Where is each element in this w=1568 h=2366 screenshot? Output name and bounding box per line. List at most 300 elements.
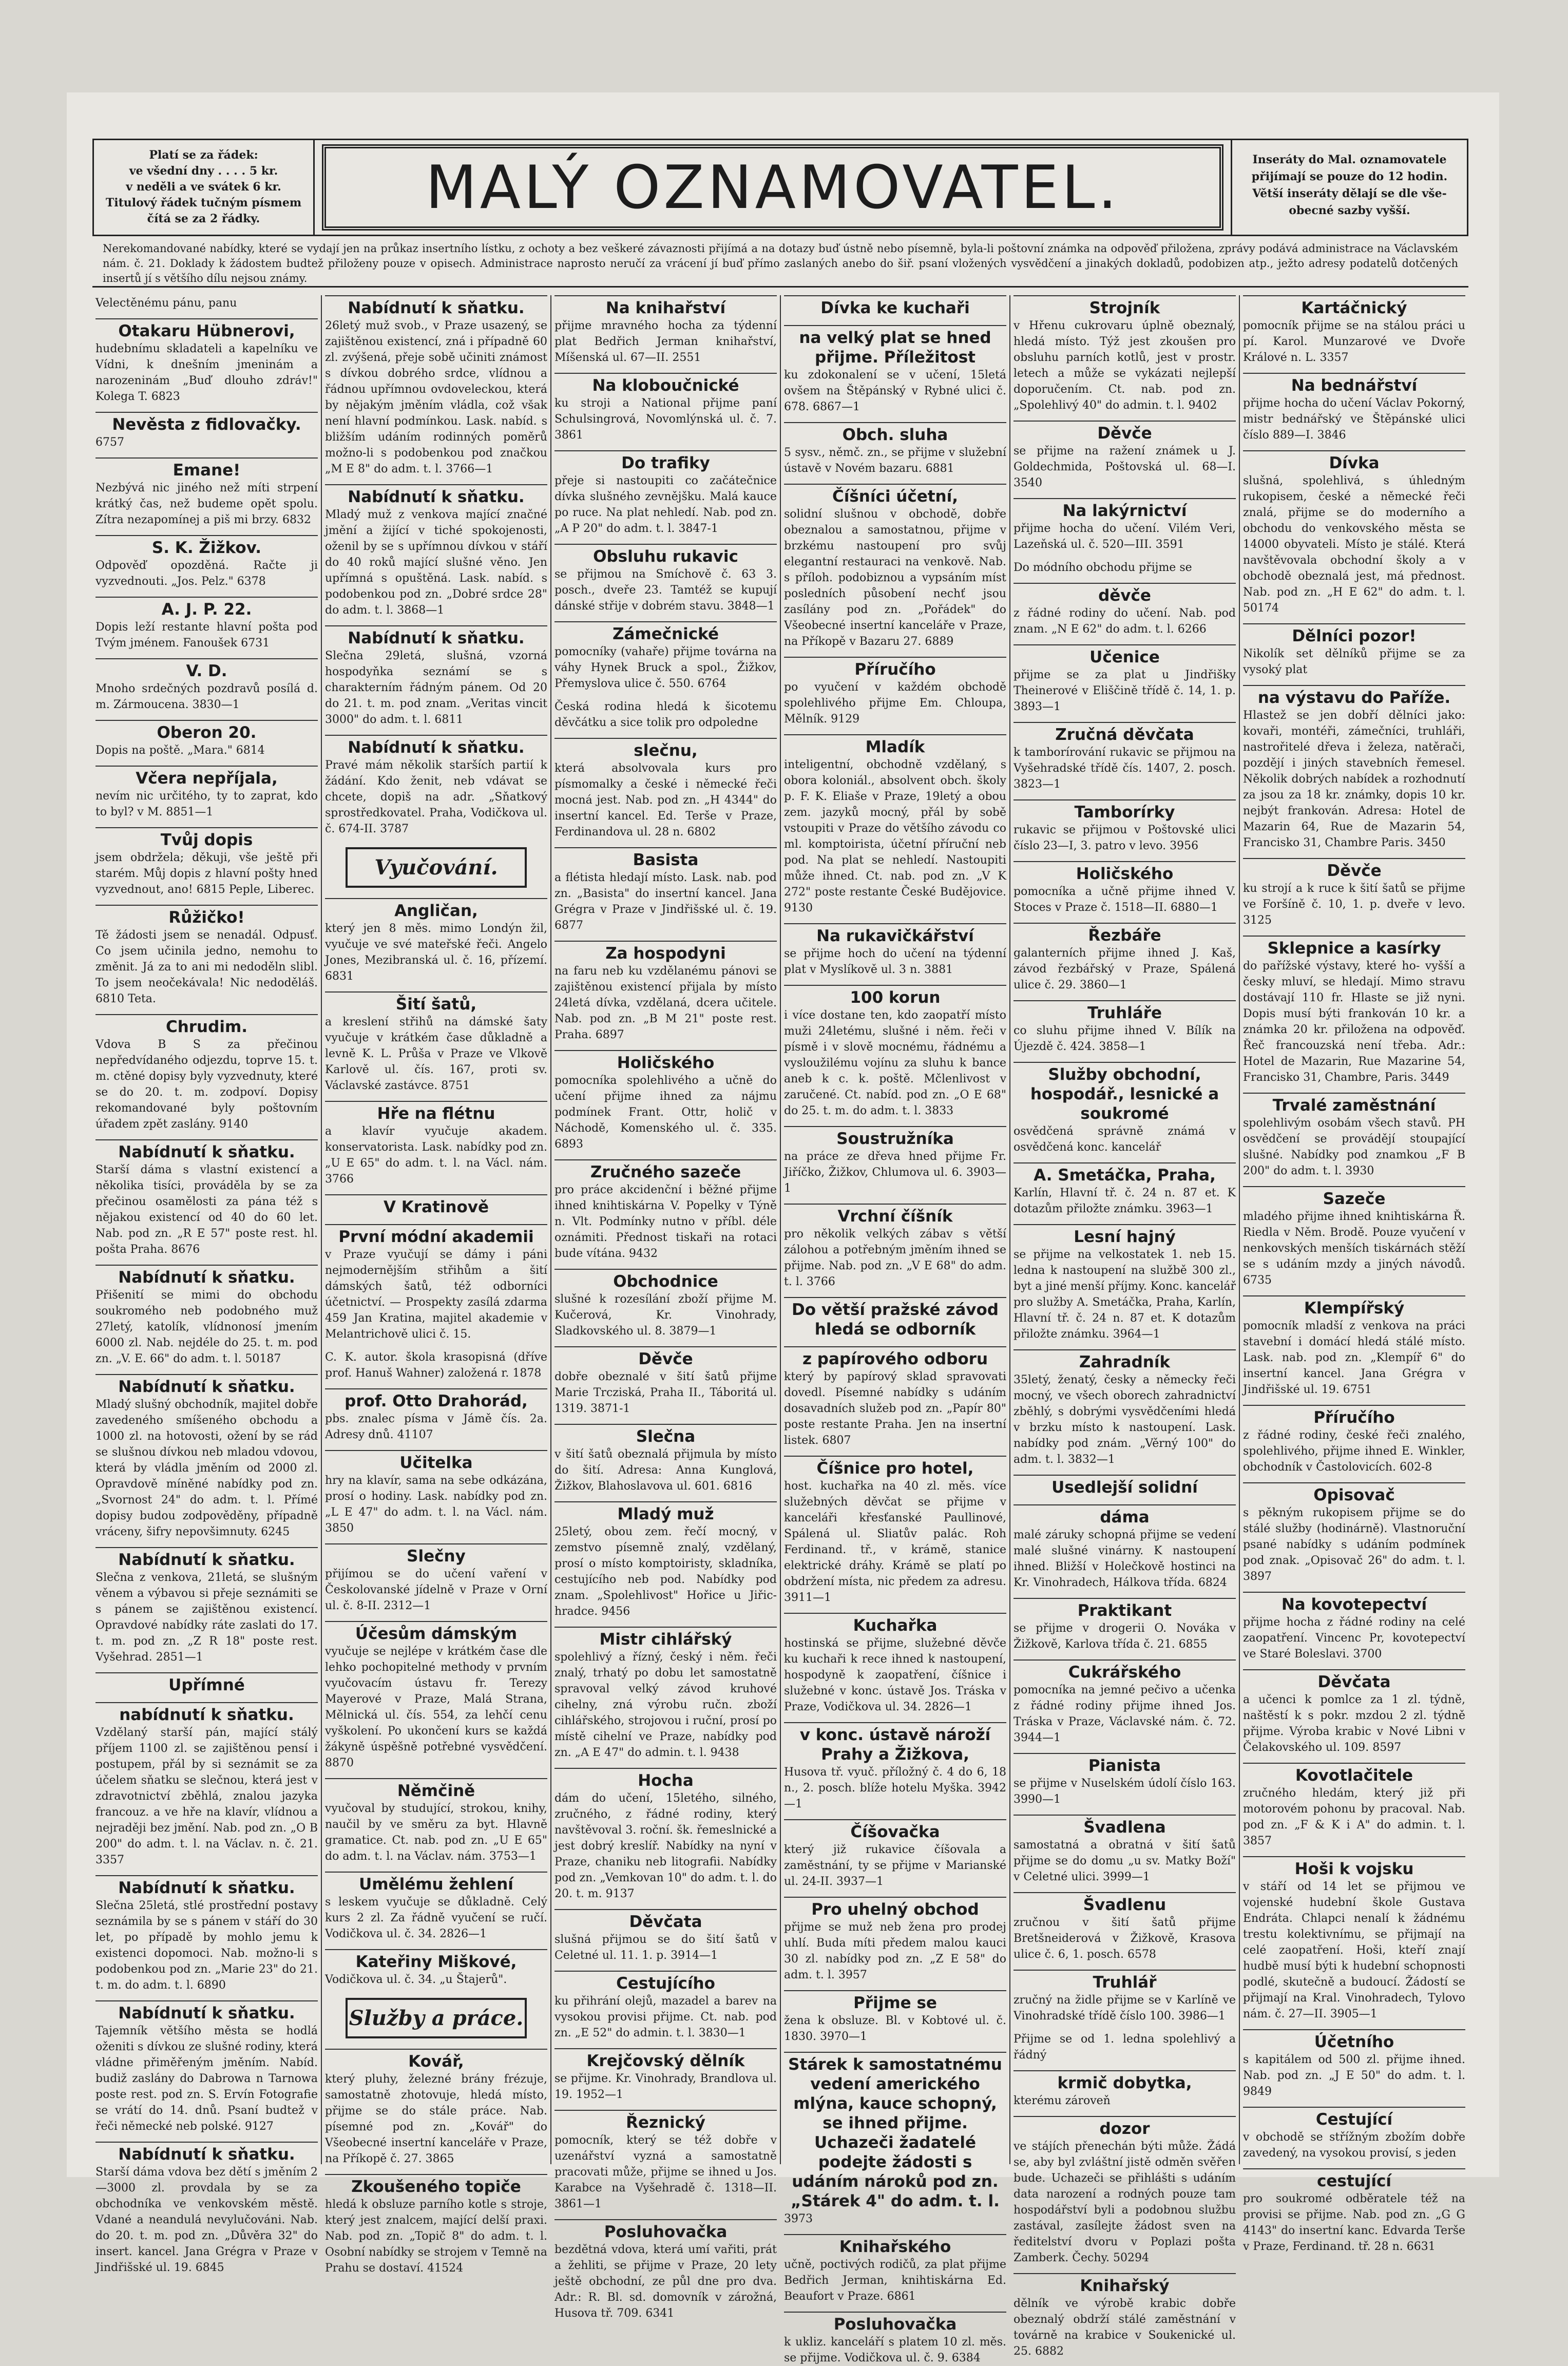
ad-heading: Učitelka [325, 1450, 547, 1473]
ad-body: Odpověď opozděná. Račte ji vyzvednouti. „Jos. Pelz." 6378 [95, 559, 318, 588]
classified-ad [325, 295, 547, 477]
ad-body: spolehlivým osobám všech stavů. PH osvědčení se provádějí stoupající slušné. Nabídky pod znamkou „F B 200" do adm. t. l. 3930 [1243, 1117, 1465, 1177]
classified-ad [325, 1388, 547, 1443]
classified-ad [1243, 685, 1465, 851]
ad-heading: Zkoušeného topiče [325, 2174, 547, 2197]
ad-heading: Dělníci pozor! [1243, 623, 1465, 646]
classified-ad [1243, 1405, 1465, 1475]
classified-ad [95, 827, 318, 898]
classified-ad [95, 1014, 318, 1132]
ad-heading: Děvče [554, 1346, 777, 1369]
ad-heading: Příručího [1243, 1405, 1465, 1427]
ad-body: přijme se za plat u Jindřišky Theinerové v Eliščině třídě č. 14, 1. p. 3893—1 [1014, 669, 1236, 713]
classified-ad [1014, 1504, 1236, 1591]
column-1 [92, 295, 321, 2274]
ad-heading: Lesní hajný [1014, 1224, 1236, 1247]
ad-body: pro soukromé odběratele též na provisi se přijme. Nab. pod zn. „G G 4143" do insertní kanc. Edvarda Terše v Praze, Ferdinand. tř. 28 n. 6631 [1243, 2192, 1465, 2253]
ad-heading: Kartáčnický [1243, 295, 1465, 318]
classified-ad [95, 1702, 318, 1868]
classified-ad [95, 658, 318, 713]
page-title: MALÝ OZNAMOVATEL. [425, 152, 1120, 222]
ad-body: se přijme na ražení známek u J. Goldechmida, Poštovská ul. 68—I. 3540 [1014, 445, 1236, 489]
ad-body: dám do učení, 15letého, silného, zručného, z řádné rodiny, který navštěvoval 3. roční. šk. řemeslnické a jest dobrý kreslíř. Nabídky na nyní v Praze, chaniku neb litografii. Nabídky pod zn. „Vemkovan 10" do adm. t. l. do 20. t. m. 9137 [554, 1792, 777, 1900]
ad-body: nevím nic určitého, ty to zaprat, kdo to byl? v M. 8851—1 [95, 790, 318, 818]
classified-ad [325, 991, 547, 1094]
ad-body: Přišenití se mimi do obchodu soukromého neb podobného muž 27letý, katolík, vlídnonosí jmením 6000 zl. Nab. nejdéle do 25. t. m. pod zn. „V. E. 66" do adm. t. l. 50187 [95, 1289, 318, 1365]
ad-heading: Učenice [1014, 644, 1236, 667]
classified-ad [784, 2052, 1006, 2227]
classified-ad [1243, 1669, 1465, 1756]
ad-heading: Obsluhu rukavic [554, 544, 777, 566]
ad-body: mladého přijme ihned knihtiskárna Ř. Riedla v Něm. Brodě. Pouze vyučení v nenkovských menších tiskárnách stěží se s udáním mzdy a jiných návodů. 6735 [1243, 1210, 1465, 1287]
ad-body: v šití šatů obeznalá přijmula by místo do šití. Adresa: Anna Kunglová, Žižkov, Blahoslavova ul. 601. 6816 [554, 1448, 777, 1493]
ad-body: Vzdělaný starší pán, mající stálý příjem 1100 zl. se zajištěnou pensí i postupem, přál by si seznámit se za účelem sňatku se slečnou, která jest v zdravotnictví zběhlá, znalou jazyka francouz. a ve hře na klavír, vlídnou a nejraději bez jmění. Nab. pod zn. „O B 200" do adm. t. l. na Václav. n. č. 21. 3357 [95, 1726, 318, 1866]
classified-ad [325, 625, 547, 728]
ad-body: Starší dáma vdova bez dětí s jměním 2—3000 zl. provdala by se za obchodníka ve venkovském městě. Vdané a neandulá nevylučováni. Nab. do 20. t. m. pod zn. „Důvěra 32" do insert. kancel. Jana Grégra v Praze v Jindřišské ul. 19. 6845 [95, 2166, 318, 2274]
classified-ad [1243, 2168, 1465, 2255]
classified-ad [784, 1897, 1006, 1983]
classified-ad [784, 325, 1006, 415]
ad-heading: Basista [554, 847, 777, 870]
ad-body: pomocník mladší z venkova na práci stavební i domácí hledá stálé místo. Lask. nab. pod zn. „Klempíř 6" do insertní kancel. Jana Grégra v Jindřišské ul. 19. 6751 [1243, 1320, 1465, 1396]
ad-body: osvědčená správně známá v osvědčená konc. kancelář [1014, 1125, 1236, 1154]
ad-body: vyučoval by studující, strokou, knihy, naučil by ve směru za byt. Hlavně gramatice. Ct. nab. pod zn. „U E 65" do adm. t. l. na Václav. nám. 3753—1 [325, 1802, 547, 1863]
ad-body: a učenci k pomlce za 1 zl. týdně, naštěstí k s pokr. mzdou 2 zl. týdně přijme. Výroba krabic v Nové Libni v Čelakovského ul. 109. 8597 [1243, 1693, 1465, 1754]
ad-heading: nabídnutí k sňatku. [95, 1702, 318, 1725]
ad-heading: Do větší pražské závod hledá se odborník [784, 1297, 1006, 1339]
classified-ad [554, 373, 777, 443]
ad-body: co sluhu přijme ihned V. Bílík na Újezdě č. 424. 3858—1 [1014, 1024, 1236, 1053]
ad-heading: Služby obchodní, hospodář., lesnické a soukromé [1014, 1062, 1236, 1123]
classified-ad [784, 985, 1006, 1119]
ad-body: se přijme na velkostatek 1. neb 15. ledna k nastoupení na službě 300 zl., byt a jiné menší příjmy. Konc. kancelář pro služby A. Smetáčka, Praha, Karlín, Hlavní tř. č. 24 n. 87 et. K dotazům přiložte známku. 3964—1 [1014, 1248, 1236, 1341]
classified-ad [1014, 2070, 1236, 2109]
ad-body: pomocníky (vahaře) přijme továrna na váhy Hynek Bruck a spol., Žižkov, Přemyslova ulice č. 550. 6764 [554, 645, 777, 690]
ad-body: hledá k obsluze parního kotle s stroje, který jest znalcem, mající delší praxi. Nab. pod zn. „Topič 8" do adm. t. l. Osobní nabídky se strojem v Temně na Prahu se dostaví. 41524 [325, 2198, 547, 2275]
ad-heading: V. D. [95, 658, 318, 681]
ad-body: 3973 [784, 2212, 813, 2225]
classified-ad [95, 295, 318, 311]
ad-heading: Umělému žehlení [325, 1872, 547, 1894]
ad-body: samostatná a obratná v šití šatů přijme se do domu „u sv. Matky Boží" v Celetné ulici. 3999—1 [1014, 1839, 1236, 1883]
ad-heading: Na bednářství [1243, 373, 1465, 395]
ad-body: Velectěnému pánu, panu [95, 297, 237, 310]
ad-body: Hlastež se jen dobří dělníci jako: kovaři, montéři, zámečníci, truhláři, nastrořitelé dřeva i železa, natěrači, pozdějí i jiných stavebních řemesel. Několik dobrých nabídek a rozhodnutí za jsou za 18 kr. známky, dopis 10 kr. nejbýt frankován. Adresa: Hotel de Mazarin 64, Rue de Mazarin 54, Francisko 31, Chambre Paris. 3450 [1243, 709, 1465, 849]
ad-body: s kapitálem od 500 zl. přijme ihned. Nab. pod zn. „J E 50" do adm. t. l. 9849 [1243, 2053, 1465, 2098]
ad-body: Přijme se od 1. ledna spolehlivý a řádný [1014, 2033, 1236, 2062]
classified-ad [1243, 2107, 1465, 2161]
classified-ad [95, 1672, 318, 1695]
ad-body: pbs. znalec písma v Jámě čís. 2a. Adresy dnů. 41107 [325, 1413, 547, 1441]
ad-body: Starší dáma s vlastní existencí a několika tisíci, prováděla by se za přečinou osamělosti za pána též s nějakou existencí od 40 do 60 let. Nab. pod zn. „R E 57" poste rest. hl. pošta Praha. 8676 [95, 1163, 318, 1256]
ad-heading: Nabídnutí k sňatku. [95, 1139, 318, 1162]
classified-ad [784, 657, 1006, 727]
classified-ad [1014, 1598, 1236, 1652]
ad-heading: Na kovotepectví [1243, 1592, 1465, 1614]
ad-body: solidní slušnou v obchodě, dobře obeznalou a samostatnou, přijme v brzkému nastoupení pro svůj elegantní restauraci na venkově. Nab. s příloh. podobiznou a vypsáním míst posledních působení nechť jsou zasílány pod zn. „Pořádek" do Všeobecné insertní kanceláře v Praze, na Příkopě v Bazaru 27. 6889 [784, 508, 1006, 648]
ad-body: slušná, spolehlivá, s úhledným rukopisem, české a německé řeči znalá, přijme se do moderního a obchodu do venkovského města se 14000 obyvateli. Místo je stálé. Která navštěvovala obchodní školy a v obchodě obeznalá jest, má přednost. Nab. pod zn. „H E 62" do adm. t. l. 50174 [1243, 474, 1465, 615]
ad-body: inteligentní, obchodně vzdělaný, s obora koloniál., absolvent obch. školy p. F. K. Eliaše v Praze, 19letý a obou zem. jazyků mocný, přál by sobě vstoupiti v Praze do většího závodu co ml. komptoirista, účetní příruční neb pod. Na plat se nehledí. Nastoupiti může ihned. Ct. nab. pod zn. „V K 272" poste restante České Budějovice. 9130 [784, 758, 1006, 914]
ad-body: a kreslení střihů na dámské šaty vyučuje v krátkém čase důkladně a levně K. L. Průša v Praze ve Vlkově Karlově ul. čís. 167, proti sv. Václavské zastávce. 8751 [325, 1016, 547, 1092]
ad-heading: Švadlena [1014, 1815, 1236, 1837]
ad-heading: Nabídnutí k sňatku. [95, 2142, 318, 2164]
classified-ad [95, 905, 318, 1007]
ad-body: ku strojí a k ruce k šití šatů se přijme ve Foršíně č. 10, 1. p. dveře v levo. 3125 [1243, 882, 1465, 927]
ad-heading: A. Smetáčka, Praha, [1014, 1162, 1236, 1185]
ad-body: žena k obsluze. Bl. v Kobtové ul. č. 1830. 3970—1 [784, 2014, 1006, 2043]
ad-heading: Pro uhelný obchod [784, 1897, 1006, 1919]
classified-ad [325, 1101, 547, 1187]
deadline-line: přijímají se pouze do 12 hodin. [1251, 170, 1448, 183]
ad-heading: Na lakýrnictví [1014, 498, 1236, 521]
classified-ad [1014, 1753, 1236, 1807]
classified-ad [554, 1269, 777, 1339]
ad-body: Mladý muž z venkova mající značné jmění a žijící v tiché spokojenosti, oženil by se s upřímnou dívkou v stáří do 40 roků mající slušné věno. Jen upřímná s opuštěná. Lask. nabíd. s podobenkou pod zn. „Dobré srdce 28" do adm. t. l. 3868—1 [325, 508, 547, 617]
classified-ad [1014, 1000, 1236, 1055]
classified-ad [325, 1224, 547, 1342]
ad-heading: Na kloboučnické [554, 373, 777, 395]
classified-ad [554, 2110, 777, 2212]
classified-ad [1014, 1349, 1236, 1467]
classified-ad [1243, 858, 1465, 928]
classified-ad [1014, 1224, 1236, 1342]
classified-ad [1014, 861, 1236, 915]
ad-body: malé záruky schopná přijme se vedení malé slušné vinárny. K nastoupení ihned. Bližší v Holečkově hostinci na Kr. Vinohradech, Hálkova třída. 6824 [1014, 1529, 1236, 1589]
ad-heading: Mladík [784, 734, 1006, 757]
ad-heading: Číšníci účetní, [784, 484, 1006, 506]
classified-ad [554, 1346, 777, 1417]
ad-body: 35letý, ženatý, česky a německy řeči mocný, ve všech oborech zahradnictví zběhlý, s dobrými vysvědčeními hledá v brzku místo k nastoupení. Lask. nabídky pod znám. „Věrný 100" do adm. t. l. 3832—1 [1014, 1373, 1236, 1466]
classified-ad [1014, 498, 1236, 552]
ad-heading: Nabídnutí k sňatku. [325, 484, 547, 507]
ad-heading: Mladý muž [554, 1501, 777, 1524]
ad-heading: Posluhovačka [784, 2312, 1006, 2334]
ad-body: slušná přijmou se do šití šatů v Celetné ul. 11. 1. p. 3914—1 [554, 1933, 777, 1962]
ad-body: přijme hocha do učení. Vilém Veri, Lazeňská ul. č. 520—III. 3591 [1014, 522, 1236, 551]
ad-heading: Na rukavičkářství [784, 923, 1006, 946]
ad-heading: Číšovačka [784, 1819, 1006, 1842]
ad-body: přijímou se do učení vaření v Českolovanské jídelně v Praze v Orní ul. č. 8-II. 2312—1 [325, 1568, 547, 1612]
ad-body: se přijme v drogerii O. Nováka v Žižkově, Karlova třída č. 21. 6855 [1014, 1622, 1236, 1651]
ad-body: se přijmou na Smíchově č. 63 3. posch., dveře 23. Tamtéž se kupují dánské střije v dobrém stavu. 3848—1 [554, 568, 777, 613]
classified-ad [325, 1349, 547, 1381]
price-line: Titulový řádek tučným písmem [105, 196, 302, 209]
ad-heading: Cestujícího [554, 1971, 777, 1993]
ad-body: zručného hledám, který již při motorovém pohonu by pracoval. Nab. pod zn. „F & K i A" do admin. t. l. 3857 [1243, 1787, 1465, 1847]
ad-heading: Soustružníka [784, 1126, 1006, 1149]
ad-body: rukavic se přijmou v Poštovské ulici číslo 23—I, 3. patro v levo. 3956 [1014, 824, 1236, 852]
ad-body: galanterních přijme ihned J. Kaš, závod řezbářský v Praze, Spálená ulice č. 29. 3860—1 [1014, 947, 1236, 991]
ad-heading: děvče [1014, 583, 1236, 605]
ad-body: Mladý slušný obchodník, majitel dobře zavedeného smíšeného obchodu a 1000 zl. na hotovosti, ožení by se rád se slušnou dívkou neb mladou vdovou, která by vládla jměním od 2000 zl. Opravdově míněné nabídky pod zn. „Svornost 24" do adm. t. l. Přímé dopisy budou zodpověděny, případně vráceny, šifry nepovšimnuty. 6245 [95, 1398, 318, 1538]
ad-body: přeje si nastoupiti co začátečnice dívka slušného zevnějšku. Malá kauce po ruce. Na plat nehledí. Nab. pod zn. „A P 20" do adm. t. l. 3847-1 [554, 474, 777, 535]
classified-ad [1014, 722, 1236, 792]
ad-body: k tamborírování rukavic se přijmou na Vyšehradské třídě čís. 1407, 2. posch. 3823—1 [1014, 746, 1236, 791]
ad-body: jsem obdržela; děkuji, vše ještě při starém. Můj dopis z hlavní pošty hned vyzvednout, ano! 6815 Peple, Liberec. [95, 851, 318, 896]
ad-body: Vodičkova ul. č. 34. „u Štajerů". [325, 1973, 507, 1986]
ad-body: Slečna z venkova, 21letá, se slušným věnem a výbavou si přeje seznámiti se s pánem se zajištěnou existencí. Opravdové nabídky ráte zaslati do 17. t. m. pod zn. „Z R 18" poste rest. Vyšehrad. 2851—1 [95, 1571, 318, 1664]
ad-body: který pluhy, železné brány frézuje, samostatně zhotovuje, hledá místo, přijme se do stále práce. Nab. písemné pod zn. „Kovář" do Všeobecné insertní kanceláře v Praze, na Příkopě č. 27. 3865 [325, 2073, 547, 2165]
ad-body: přijme hocha do učení Václav Pokorný, mistr bednářský ve Štěpánské ulici číslo 889—I. 3846 [1243, 397, 1465, 442]
classified-ad [784, 484, 1006, 650]
ad-heading: Kovář, [325, 2049, 547, 2071]
ad-body: Dopis leží restante hlavní pošta pod Tvým jménem. Fanoušek 6731 [95, 621, 318, 650]
classified-ad [1243, 2029, 1465, 2100]
ad-heading: Knihařský [1014, 2273, 1236, 2296]
classified-ad [325, 484, 547, 618]
ad-body: přijme mravného hocha za týdenní plat Bedřich Jerman knihařství, Míšenská ul. 67—II. 2551 [554, 319, 777, 364]
ad-body: Mnoho srdečných pozdravů posílá d. m. Zármoucena. 3830—1 [95, 682, 318, 711]
ad-body: Nikolík set dělníků přijme se za vysoký plat [1243, 647, 1465, 676]
ad-body: s leskem vyučuje se důkladně. Celý kurs 2 zl. Za řádně vyučení se ručí. Vodičkova ul. č. 34. 2826—1 [325, 1896, 547, 1940]
classified-ad [1243, 1295, 1465, 1398]
classified-ad [784, 2234, 1006, 2304]
classified-ad [784, 422, 1006, 476]
ad-heading: Cukrářského [1014, 1659, 1236, 1682]
ad-body: Tě žádosti jsem se nenadál. Odpusť. Co jsem učinila jedno, nemohu to změnit. Já za to ani mi nedoděln slibl. To jsem neočekávala! Nic nedoděláš. 6810 Teta. [95, 929, 318, 1005]
classified-ad [1243, 1856, 1465, 2022]
ad-heading: v konc. ústavě nároží Prahy a Žižkova, [784, 1722, 1006, 1764]
ad-body: který již rukavice číšovala a zaměstnání, ty se přijme v Marianské ul. 24-II. 3937—1 [784, 1843, 1006, 1888]
classified-ad [554, 1159, 777, 1262]
ad-heading: dáma [1014, 1504, 1236, 1527]
classified-ad [554, 1501, 777, 1619]
classified-ad [554, 450, 777, 537]
ad-body: se přijme. Kr. Vinohrady, Brandlova ul. 19. 1952—1 [554, 2072, 777, 2101]
ad-heading: Upřímné [95, 1672, 318, 1695]
ad-heading: Dívka ke kuchaři [784, 295, 1006, 318]
classified-ad [554, 1971, 777, 2041]
classified-ad [784, 1297, 1006, 1339]
deadline-line: obecné sazby vyšší. [1289, 204, 1410, 217]
classified-ad [1014, 923, 1236, 993]
deadline-line: Inseráty do Mal. oznamovatele [1252, 153, 1447, 166]
ad-heading: Kuchařka [784, 1613, 1006, 1635]
ad-body: Slečna 25letá, stlé prostřední postavy seznámila by se s pánem v stáří do 30 let, po případě by mohlo jemu k existenci dopomoci. Nab. možno-li s podobenkou pod zn. „Marie 23" do 21. t. m. do adm. t. l. 6890 [95, 1899, 318, 1992]
ad-heading: Pianista [1014, 1753, 1236, 1776]
ad-body: s pěkným rukopisem přijme se do stálé služby (hodinárně). Vlastnoruční psané nabídky s udáním podmínek pod znak. „Opisovač 26" do adm. t. l. 3897 [1243, 1506, 1465, 1583]
ad-heading: Nabídnutí k sňatku. [325, 295, 547, 318]
ad-heading: Dívka [1243, 450, 1465, 473]
ad-body: Pravé mám několik starších partií k žádání. Kdo ženit, neb vdávat se chcete, dopiš na adr. „Sňatkový sprostředkovatel. Praha, Vodičkova ul. č. 674-II. 3787 [325, 759, 547, 835]
ad-heading: Posluhovačka [554, 2219, 777, 2242]
ad-body: dělník ve výrobě krabic dobře obeznalý obdrží stálé zaměstnání v továrně na krabice v Soukenické ul. 25. 6882 [1014, 2297, 1236, 2358]
ad-heading: Účesům dámským [325, 1621, 547, 1644]
classified-ad [325, 1621, 547, 1771]
ad-heading: Mistr cihlářský [554, 1627, 777, 1649]
classified-ad [554, 2219, 777, 2321]
ad-heading: Za hospodyni [554, 941, 777, 963]
ad-body: který jen 8 měs. mimo Londýn žil, vyučuje ve své mateřské řeči. Angelo Jones, Mezibranská ul. č. 16, přízemí. 6831 [325, 922, 547, 983]
classified-ad [1243, 1763, 1465, 1849]
ad-body: Dopis na poště. „Mara." 6814 [95, 744, 265, 757]
ad-body: pomocník, který se též dobře v uzenářství vyzná a samostatně pracovati může, přijme se ihned u Jos. Karabce na Vyšehradě č. 1318—II. 3861—1 [554, 2134, 777, 2210]
classified-ad [784, 1819, 1006, 1890]
ad-body: 5 sysv., němč. zn., se přijme v služební ústavě v Novém bazaru. 6881 [784, 446, 1006, 475]
ad-heading: Němčině [325, 1778, 547, 1801]
ad-heading: Obch. sluha [784, 422, 1006, 445]
classified-ad [325, 2174, 547, 2276]
ad-body: přijme se muž neb žena pro prodej uhlí. Buda míti předem malou kauci 30 zl. nabídky pod zn. „Z E 58" do adm. t. l. 3957 [784, 1921, 1006, 1981]
classified-ad [784, 1722, 1006, 1812]
ad-heading: Angličan, [325, 898, 547, 921]
classified-ad [95, 1139, 318, 1257]
ad-heading: Knihařského [784, 2234, 1006, 2257]
ad-heading: na velký plat se hned přijme. Příležitost [784, 325, 1006, 367]
classified-ad [95, 535, 318, 589]
classified-ad [784, 1126, 1006, 1196]
ad-heading: Tvůj dopis [95, 827, 318, 850]
classified-ad [1243, 1592, 1465, 1662]
ad-heading: Šití šatů, [325, 991, 547, 1014]
classified-ad [1243, 936, 1465, 1085]
ad-body: Slečna 29letá, slušná, vzorná hospodyňka seznámí se s charakterním řádným pánem. Od 20 do 21. t. m. pod znam. „Veritas vincit 3000" do adm. t. l. 6811 [325, 650, 547, 726]
ad-heading: Nabídnutí k sňatku. [95, 1875, 318, 1898]
classified-ad [784, 923, 1006, 978]
classified-ad [325, 1194, 547, 1217]
ad-heading: Emane! [95, 457, 318, 480]
ad-body: a flétista hledají místo. Lask. nab. pod zn. „Basista" do insertní kancel. Jana Grégra v Praze v Jindřišské ul. č. 19. 6877 [554, 871, 777, 932]
ad-heading: Truhlář [1014, 1970, 1236, 1992]
ad-body: na práce ze dřeva hned přijme Fr. Jiříčko, Žižkov, Chlumova ul. 6. 3903—1 [784, 1150, 1006, 1195]
ad-heading: Číšnice pro hotel, [784, 1456, 1006, 1478]
ad-heading: Usedlejší solidní [1014, 1475, 1236, 1497]
ad-body: pomocníka spolehlivého a učně do učení přijme ihned za nájmu podmínek Frant. Ottr, holič v Náchodě, Komenského ul. č. 335. 6893 [554, 1074, 777, 1151]
ad-heading: Slečna [554, 1424, 777, 1446]
classified-ad [784, 295, 1006, 318]
classified-ad [325, 1949, 547, 1988]
ad-heading: 100 korun [784, 985, 1006, 1007]
ad-heading: Cestující [1243, 2107, 1465, 2129]
classified-ad [1014, 1062, 1236, 1155]
ad-heading: Zručného sazeče [554, 1159, 777, 1182]
classified-ad [325, 1543, 547, 1614]
ad-body: který by papírový sklad spravovati dovedl. Písemné nabídky s udáním dosavadních služeb pod zn. „Papír 80" poste restante Praha. Jen na insertní listek. 6807 [784, 1370, 1006, 1447]
classified-ad [95, 1875, 318, 1993]
price-line: čítá se za 2 řádky. [147, 212, 260, 225]
ad-body: učně, poctivých rodičů, za plat přijme Bedřich Jerman, knihtiskárna Ed. Beaufort v Praze. 6861 [784, 2258, 1006, 2303]
ad-heading: Stárek k samostatnému vedení amerického mlýna, kauce schopný, se ihned přijme. Uchazeči žadatelé podejte žádosti s udáním nároků pod zn. „Stárek 4" do adm. t. l. [784, 2052, 1006, 2211]
classified-ad [325, 898, 547, 984]
ad-heading: Přijme se [784, 1990, 1006, 2013]
classified-ad [1014, 1475, 1236, 1497]
ad-body: spolehlivý a řízný, český i něm. řeči znalý, trhatý po dobu let samostatně spravoval velký závod kruhové cihelny, zná výrobu ručn. zboží cihlářského, strojovou i ruční, prosí po místě cihelní ve Praze, nabídky pod zn. „A E 47" do admin. t. l. 9438 [554, 1651, 777, 1759]
classified-ad [554, 1050, 777, 1152]
ad-heading: Příručího [784, 657, 1006, 679]
masthead [92, 139, 1468, 236]
ad-body: pomocníka a učně přijme ihned V. Stoces v Praze č. 1518—II. 6880—1 [1014, 885, 1236, 914]
ad-body: hudebnímu skladateli a kapelníku ve Vídni, k dnešním jmeninám a narozeninám „Buď dlouho zdráv!" Kolega T. 6823 [95, 342, 318, 403]
ad-body: ku zdokonalení se v učení, 15letá ovšem na Štěpánský v Rybné ulici č. 678. 6867—1 [784, 369, 1006, 413]
ad-body: v Praze vyučují se dámy i páni nejmodernějším střihům a šití dámských šatů, též odborníci účetnictví. — Prospekty zasílá zdarma 459 Jan Kratina, majitel akademie v Melantrichově ulici č. 15. [325, 1248, 547, 1341]
classified-ad [554, 738, 777, 840]
classified-ad [784, 1346, 1006, 1448]
ad-body: po vyučení v každém obchodě spolehlivého přijme Em. Chloupa, Mělník. 9129 [784, 681, 1006, 726]
ad-heading: Trvalé zaměstnání [1243, 1093, 1465, 1115]
ad-heading: Vrchní číšník [784, 1204, 1006, 1226]
price-line: Platí se za řádek: [149, 148, 258, 162]
administration-notice: Nerekomandované nabídky, které se vydají jen na průkaz insertního lístku, z ochoty a bez veškeré závaznosti přijímá a na dotazy buď ústně nebo písemně, byla-li poštovní známka na odpověď přiložena, zprávy podává administrace na Václavském nám. č. 21. Doklady k žádostem budtež přiloženy pouze v opisech. Administrace naprosto neručí za vrácení jí buď přímo zaslaných anebo do šiř. psaní vložených vysvědčení a jinakých dokladů, podobizen atp., ježto adresy podatelů dotčených insertů jí s většího dílu nejsou známy. [92, 241, 1468, 288]
ad-heading: Otakaru Hübnerovi, [95, 318, 318, 341]
classified-ad [95, 597, 318, 651]
column-2 [321, 295, 550, 2275]
price-line: v neděli a ve svátek 6 kr. [126, 180, 281, 194]
ad-heading: Hoši k vojsku [1243, 1856, 1465, 1879]
ad-heading: V Kratinově [325, 1194, 547, 1217]
ad-body: do pařížské výstavy, které ho- vyšší a česky mluví, se hledají. Mimo stravu dostávají 110 fr. Hlaste se již nyni. Dopis musí býti frankován 10 kr. a známka 20 kr. přiložena na odpověď. Řeč francouzská není třeba. Adr.: Hotel de Mazarin, Rue Mazarine 54, Francisko 31, Chambre, Paris. 3449 [1243, 960, 1465, 1084]
deadline-line: Větší inseráty dělají se dle vše- [1252, 187, 1447, 200]
ad-heading: Sklepnice a kasírky [1243, 936, 1465, 958]
ad-body: Česká rodina hledá k šicotemu děvčátku a sice tolik pro odpoledne [554, 700, 777, 729]
classified-ad [1014, 1659, 1236, 1746]
classified-ad [784, 734, 1006, 916]
ad-heading: Holičského [1014, 861, 1236, 884]
ad-body: 6757 [95, 436, 124, 449]
ad-body: hostinská se přijme, služebné děvče ku kuchaři k rece ihned k nastoupení, hospodyně k zaopatření, číšnice i služebné v konc. ústavě Jos. Tráska v Praze, Vodičkova ul. 34. 2826—1 [784, 1637, 1006, 1713]
classified-ad [554, 2048, 777, 2103]
column-5 [1009, 295, 1239, 2358]
classified-ad [95, 2000, 318, 2134]
ad-body: v Hřenu cukrovaru úplně obeznalý, hledá místo. Týž jest zkoušen pro obsluhu parních kotlů, jest v prostr. letech a může se vykázati nejlepší doporučením. Ct. nab. pod zn. „Spolehlivý 40" do admin. t. l. 9402 [1014, 319, 1236, 412]
classified-ad [1014, 1892, 1236, 1962]
ad-body: ku stroji a National přijme paní Schulsingrová, Novomlýnská ul. č. 7. 3861 [554, 397, 777, 442]
ad-heading: Na knihařství [554, 295, 777, 318]
classified-ad [1014, 2116, 1236, 2266]
classified-ad [1014, 1162, 1236, 1217]
ad-body: host. kuchařka na 40 zl. měs. více služebných děvčat se přijme v kanceláři křesťanské Paullinové, Spálená ul. Sliatův palác. Roh Ferdinand. tř., v krámě, stanice elektrické dráhy. Krámě se platí po obdržení místa, nic předem za adresu. 3911—1 [784, 1480, 1006, 1604]
ad-body: a klavír vyučuje akadem. konservatorista. Lask. nabídky pod zn. „U E 65" do adm. t. l. na Václ. nám. 3766 [325, 1125, 547, 1186]
ad-heading: Děvče [1243, 858, 1465, 881]
ad-heading: Zámečnické [554, 621, 777, 644]
ad-body: Tajemník většího města se hodlá oženiti s dívkou ze slušné rodiny, která vládne přiměřeným jměním. Nabíd. budiž zaslány do Dabrowa n Tarnowa poste rest. pod zn. S. Ervín Fotografie se vrátí do 14. dnů. Psaní budtež v řeči německé neb polské. 9127 [95, 2025, 318, 2133]
ad-body: Husova tř. vyuč. příložný č. 4 do 6, 18 n., 2. posch. blíže hotelu Myška. 3942—1 [784, 1766, 1006, 1810]
newspaper-page [67, 92, 1499, 2364]
classified-ad [784, 1990, 1006, 2045]
ad-body: která absolvovala kurs pro písmomalky a české i německé řeči mocná jest. Nab. pod zn. „H 4344" do insertní kancel. Ed. Terše v Praze, Ferdinandova ul. 28 n. 6802 [554, 762, 777, 838]
ad-body: kterému zároveň [1014, 2094, 1111, 2107]
ad-body: v stáří od 14 let se přijmou ve vojenské hudební škole Gustava Endráta. Chlapci nenalí k žádnému trestu kolektivnímu, se přijmají na celé zaopatření. Hoši, kteří znají hudbě musí býti k hudební schopnosti podlé, skutečně a budoucí. Žádostí se přijmají na Kral. Vinohradech, Tylovo nám. č. 27—II. 3905—1 [1243, 1880, 1465, 2020]
price-line: ve všední dny . . . . 5 kr. [129, 164, 278, 178]
classified-ad [554, 1909, 777, 1963]
ad-body: zručný na židle přijme se v Karlíně ve Vinohradské třídě číslo 100. 3986—1 [1014, 1994, 1236, 2022]
ad-heading: A. J. P. 22. [95, 597, 318, 619]
classified-ad [554, 1768, 777, 1902]
classified-ad [784, 1204, 1006, 1290]
column-4 [780, 295, 1009, 2364]
ad-body: Vdova B S za přečinou nepředvídaného odjezdu, toprve 15. t. m. ctěné dopisy byly vyzvednuty, které se do 20. t. m. zodpoví. Dopisy rekomandované byly poštovním úřadem zpět zaslány. 9140 [95, 1038, 318, 1131]
ad-heading: Řeznický [554, 2110, 777, 2132]
ad-heading: Účetního [1243, 2029, 1465, 2052]
ad-body: zručnou v šití šatů přijme Bretšneiderová v Žižkově, Krasova ulice č. 6, 1. posch. 6578 [1014, 1916, 1236, 1961]
ad-body: bezdětná vdova, která umí vařiti, prát a žehliti, se přijme v Praze, 20 lety ještě obchodní, ze půl dne pro dva. Adr.: R. Bl. sd. domovník v zárožná, Husova tř. 709. 6341 [554, 2243, 777, 2320]
classified-ad [325, 1872, 547, 1942]
ad-body: pro několik velkých zábav s větší zálohou a potřebným jměním ihned se přijme. Nab. pod zn. „V E 68" do adm. t. l. 3766 [784, 1228, 1006, 1288]
classified-ad [554, 621, 777, 692]
ad-heading: Nabídnutí k sňatku. [95, 2000, 318, 2023]
classified-ad [554, 544, 777, 614]
classified-ad [1014, 2031, 1236, 2063]
classified-ad [95, 2142, 318, 2276]
ad-heading: Nabídnutí k sňatku. [95, 1547, 318, 1570]
ad-heading: dozor [1014, 2116, 1236, 2139]
ad-body: Do módního obchodu přijme se [1014, 561, 1192, 574]
classified-ad [1243, 1186, 1465, 1288]
section-heading: Vyučování. [346, 847, 527, 888]
ad-body: Nezbývá nic jiného než míti strpení krátký čas, než budeme opět spolu. Zítra nezapomínej a piš mi brzy. 6832 [95, 482, 318, 526]
ad-heading: Včera nepříjala, [95, 766, 318, 788]
ad-heading: Sazeče [1243, 1186, 1465, 1209]
classified-ad [1014, 799, 1236, 854]
